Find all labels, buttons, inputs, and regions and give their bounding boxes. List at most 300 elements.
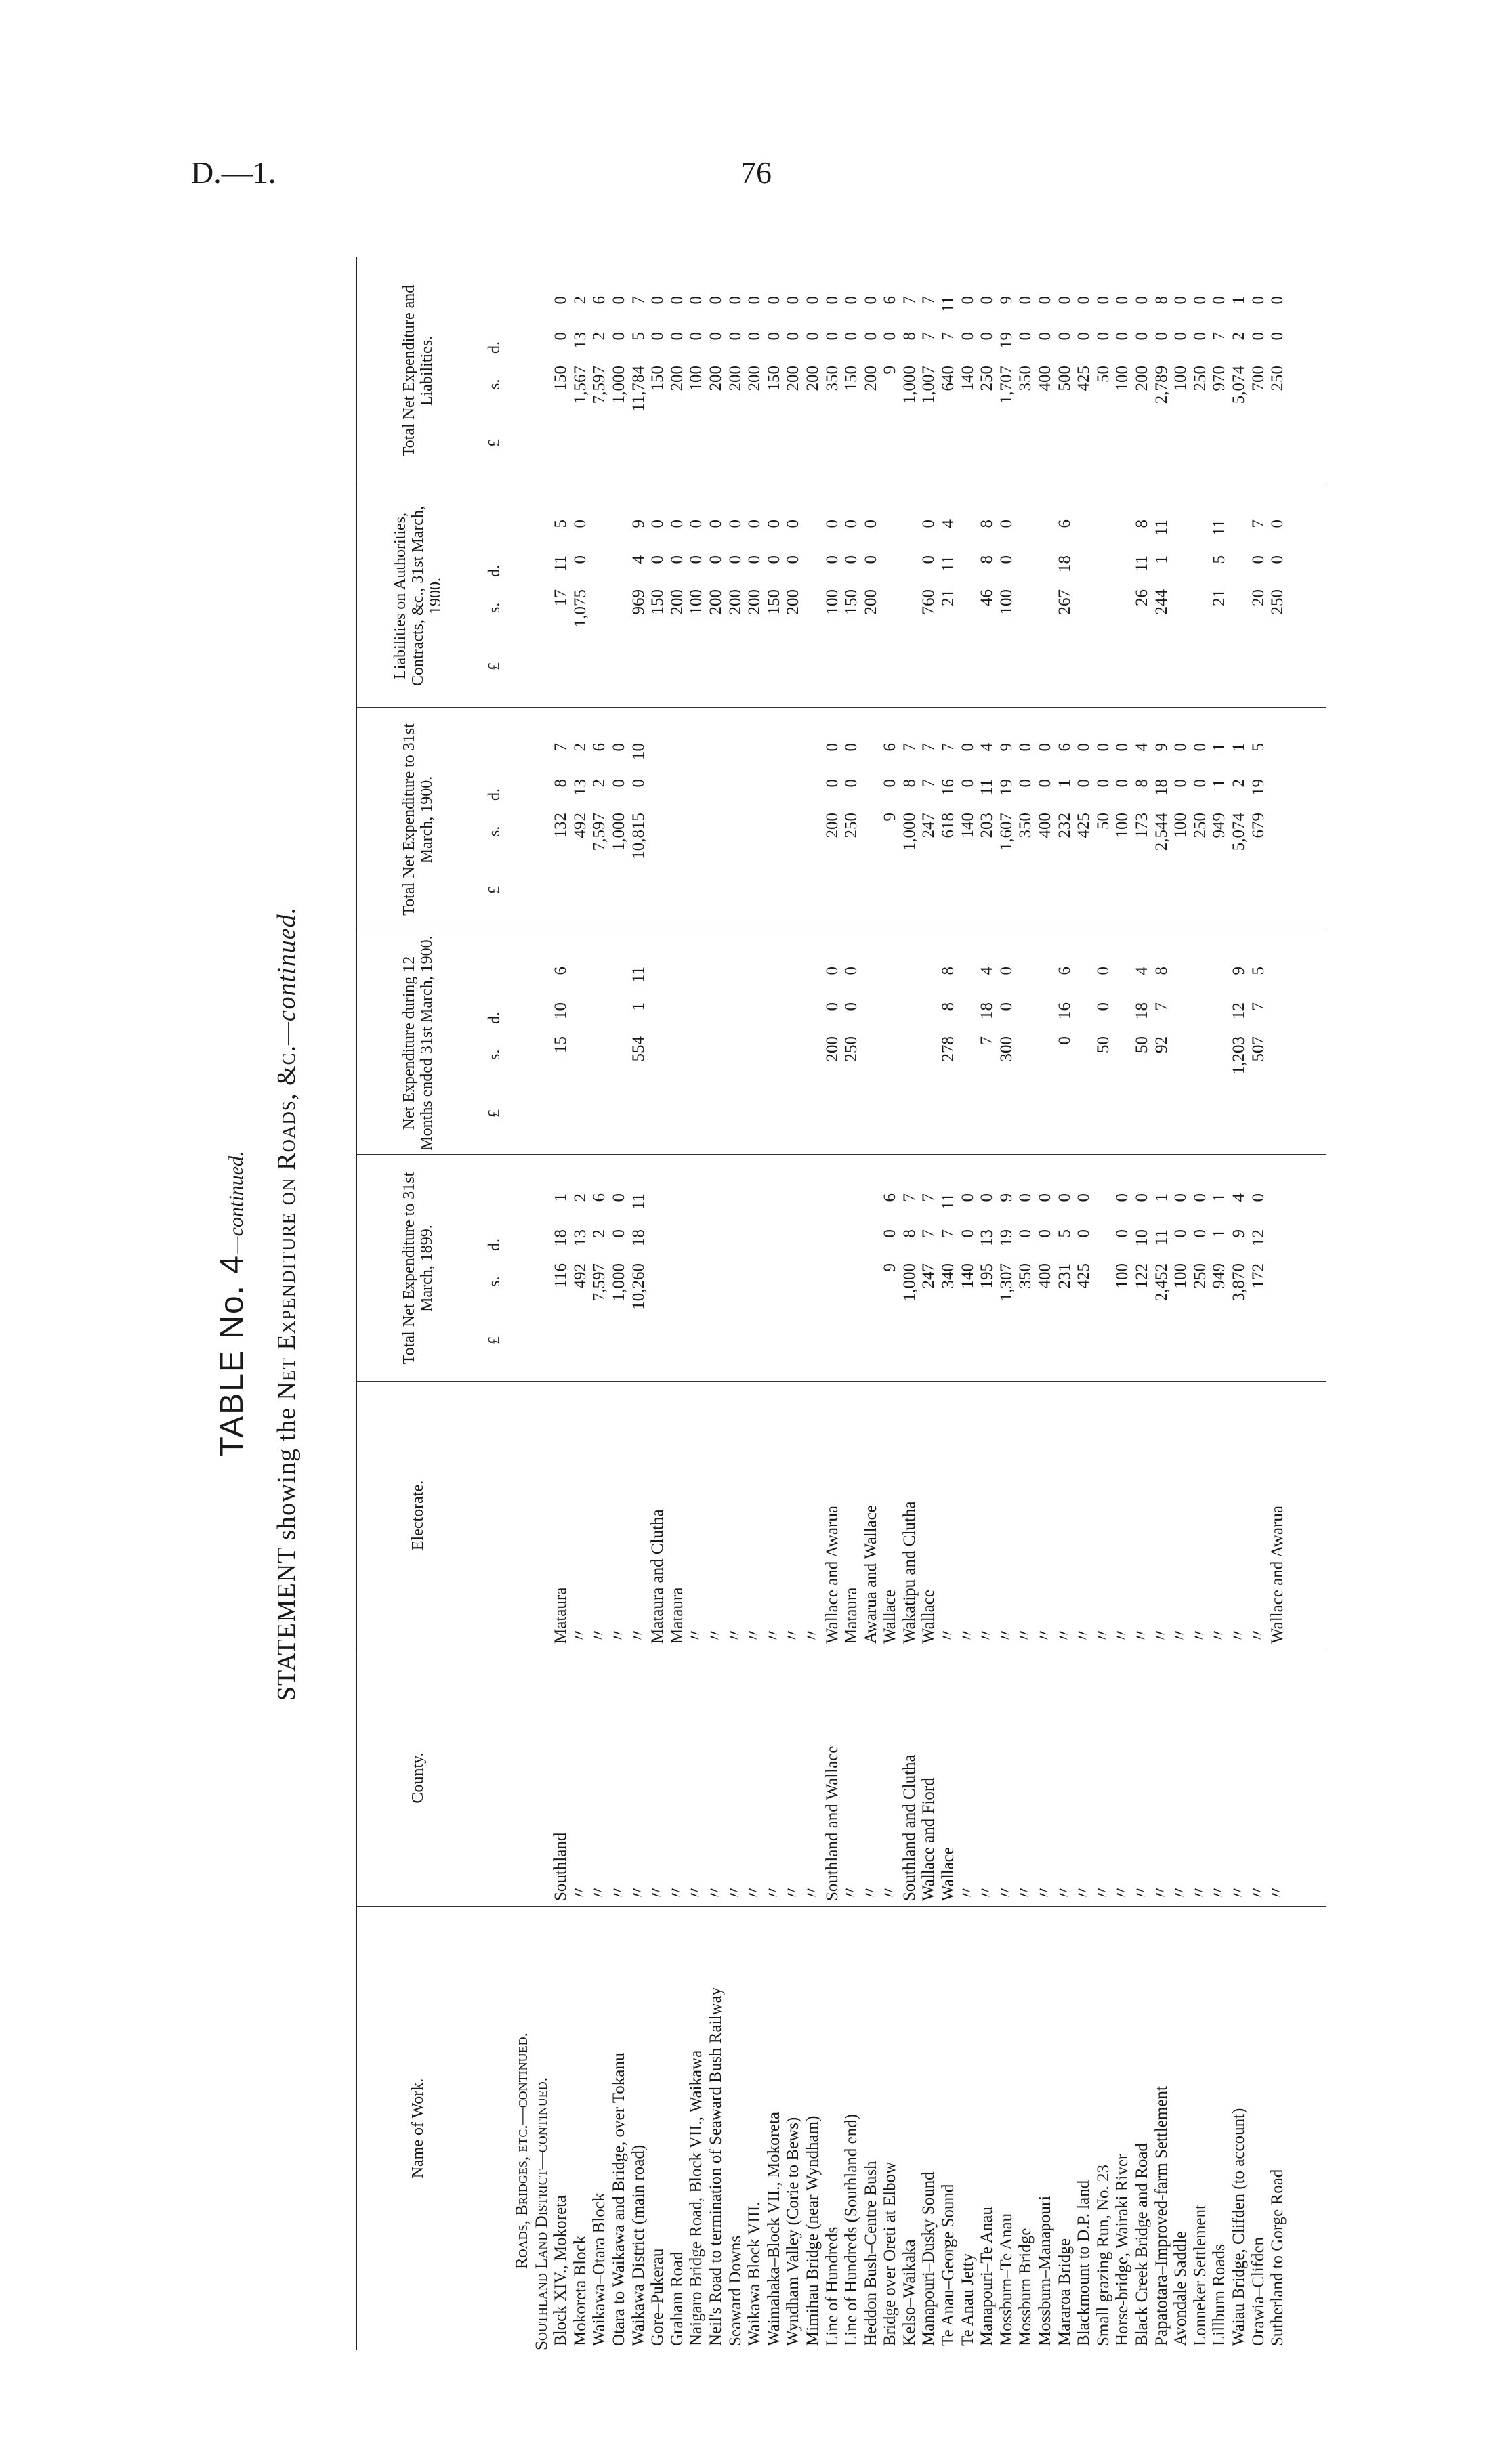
table-row-cell xyxy=(1230,257,1249,484)
amount-shil: 18 xyxy=(551,1229,570,1246)
amount-shil: 0 xyxy=(609,1229,628,1238)
amount-pound: 140 xyxy=(958,366,977,391)
amount-pound: 425 xyxy=(1074,1263,1093,1289)
table-row-cell xyxy=(571,484,591,708)
table-row-cell xyxy=(1036,1907,1056,2350)
amount-pence: 6 xyxy=(881,1193,900,1202)
amount-pence: 0 xyxy=(997,519,1016,528)
county-text: Southland xyxy=(551,1832,570,1901)
amount-pence: 1 xyxy=(1210,1193,1229,1202)
table-row-cell xyxy=(1016,931,1036,1155)
amount-shil: 8 xyxy=(939,1002,958,1011)
amount-shil: 0 xyxy=(1133,332,1151,341)
table-row-cell xyxy=(1152,708,1172,931)
electorate-text: Wakatipu and Clutha xyxy=(900,1501,919,1644)
table-row-cell xyxy=(803,257,823,484)
units-row xyxy=(486,1155,506,1382)
amount-pound: 10,260 xyxy=(629,1263,648,1310)
table-row-cell xyxy=(862,257,881,484)
units-row xyxy=(486,484,506,708)
amount-pound: 250 xyxy=(1190,366,1209,391)
column-header-grand: Total Net Expenditure and Liabilities. xyxy=(400,284,436,457)
table-row-cell xyxy=(823,1907,843,2350)
amount-pound: 100 xyxy=(822,589,841,615)
amount-pound: 507 xyxy=(1249,1036,1268,1062)
amount-pence: 1 xyxy=(1229,743,1248,752)
amount-pence: 7 xyxy=(900,743,919,752)
table-row-cell xyxy=(997,257,1017,484)
amount-pound: 760 xyxy=(919,589,938,615)
amount-pence: 0 xyxy=(1190,1193,1209,1202)
amount-shil: 0 xyxy=(1036,1229,1055,1238)
table-row-cell xyxy=(1016,1155,1036,1382)
table-row-cell xyxy=(842,708,862,931)
amount-pound: 203 xyxy=(978,813,997,838)
amount-shil: 0 xyxy=(1113,332,1132,341)
name-text: Papatotara–Improved-farm Settlement xyxy=(1152,2086,1171,2346)
table-row-cell xyxy=(900,484,920,708)
table-row-cell xyxy=(687,708,707,931)
amount-pence: 6 xyxy=(1055,967,1074,975)
amount-pound: 949 xyxy=(1210,813,1229,838)
amount-pound: 172 xyxy=(1249,1263,1268,1289)
amount-pence: 9 xyxy=(997,743,1016,752)
column-header-name: Name of Work. xyxy=(409,2078,427,2179)
amount-shil: 0 xyxy=(822,779,841,788)
table-row-cell xyxy=(551,931,571,1155)
table-row-cell xyxy=(784,1155,803,1382)
electorate-text: 〃 xyxy=(1249,1626,1268,1644)
amount-pound: 200 xyxy=(822,1036,841,1062)
table-row-cell xyxy=(978,1907,997,2350)
amount-pence: 11 xyxy=(629,967,648,983)
amount-shil: 7 xyxy=(1210,332,1229,341)
amount-shil: 19 xyxy=(997,332,1016,349)
table-row-cell xyxy=(784,1649,803,1907)
table-row-cell xyxy=(1210,1907,1230,2350)
table-row-cell xyxy=(765,257,785,484)
amount-shil: 7 xyxy=(939,332,958,341)
table-row-cell xyxy=(1016,1649,1036,1907)
column-body xyxy=(513,708,1288,931)
table-row-cell xyxy=(1133,708,1152,931)
amount-pound: 1,707 xyxy=(997,366,1016,404)
amount-pence: 0 xyxy=(1074,296,1093,305)
table-row-cell xyxy=(726,931,746,1155)
amount-pence: 0 xyxy=(1249,296,1268,305)
amount-shil: 19 xyxy=(997,779,1016,796)
county-text: 〃 xyxy=(881,1884,900,1901)
electorate-text: 〃 xyxy=(629,1626,648,1644)
amount-pence: 0 xyxy=(667,519,686,528)
table-row-cell xyxy=(551,1907,571,2350)
table-row-cell xyxy=(803,1649,823,1907)
column-t99 xyxy=(357,1154,1326,1382)
table-row-cell xyxy=(1249,1907,1269,2350)
table-row-cell xyxy=(1249,484,1269,708)
amount-pound: 640 xyxy=(939,366,958,391)
amount-shil: 4 xyxy=(629,555,648,564)
name-text: Te Anau–George Sound xyxy=(939,2184,958,2346)
table-row-cell xyxy=(1230,1649,1249,1907)
amount-pound: 200 xyxy=(1133,366,1151,391)
amount-pence: 0 xyxy=(1074,1193,1093,1202)
name-text: Mokoreta Block xyxy=(570,2235,589,2346)
county-text: 〃 xyxy=(745,1884,764,1901)
county-text: 〃 xyxy=(648,1884,667,1901)
amount-pound: 17 xyxy=(551,589,570,606)
table-row-cell xyxy=(784,1907,803,2350)
electorate-text: 〃 xyxy=(1074,1626,1093,1644)
spacer-line xyxy=(532,1155,552,1382)
amount-shil: 0 xyxy=(667,332,686,341)
table-row-cell xyxy=(668,257,688,484)
amount-pence: 0 xyxy=(1055,1193,1074,1202)
amount-pence: 0 xyxy=(609,1193,628,1202)
table-row-cell xyxy=(919,931,939,1155)
table-row-cell xyxy=(959,1155,978,1382)
table-row-cell xyxy=(1152,1382,1172,1649)
amount-pound: 247 xyxy=(919,1263,938,1289)
electorate-text: 〃 xyxy=(1113,1626,1132,1644)
table-row-cell xyxy=(1074,931,1094,1155)
table-row-cell xyxy=(881,708,900,931)
table-row-cell xyxy=(842,1155,862,1382)
unit-pound: £ xyxy=(486,1336,503,1344)
table-row-cell xyxy=(919,1382,939,1649)
table-row-cell xyxy=(648,931,668,1155)
amount-pound: 150 xyxy=(764,366,783,391)
unit-pence: d. xyxy=(486,788,503,801)
unit-pound: £ xyxy=(486,439,503,447)
amount-shil: 1 xyxy=(1210,1229,1229,1238)
amount-pound: 278 xyxy=(939,1036,958,1062)
county-text: 〃 xyxy=(1152,1884,1171,1901)
amount-pence: 0 xyxy=(1074,743,1093,752)
table-row-cell xyxy=(823,1649,843,1907)
column-header-county: County. xyxy=(409,1752,427,1804)
amount-pound: 1,000 xyxy=(609,366,628,404)
table-row-cell xyxy=(842,931,862,1155)
column-body xyxy=(513,1155,1288,1382)
table-row-cell xyxy=(668,1382,688,1649)
amount-shil: 0 xyxy=(919,555,938,564)
table-row-cell xyxy=(648,484,668,708)
table-row-cell xyxy=(1133,1649,1152,1907)
amount-pence: 1 xyxy=(551,1193,570,1202)
amount-pence: 0 xyxy=(726,296,745,305)
table-row-cell xyxy=(687,1155,707,1382)
table-row-cell xyxy=(745,1382,765,1649)
county-text: 〃 xyxy=(978,1884,997,1901)
table-row-cell xyxy=(919,257,939,484)
amount-shil: 0 xyxy=(706,332,725,341)
table-row-cell xyxy=(919,484,939,708)
table-row-cell xyxy=(1171,1382,1191,1649)
amount-pound: 0 xyxy=(1055,1036,1074,1045)
amount-pence: 0 xyxy=(842,967,861,975)
amount-pound: 100 xyxy=(1171,1263,1190,1289)
name-text: Gore–Pukerau xyxy=(648,2248,667,2346)
amount-pound: 7,597 xyxy=(590,813,609,851)
table-row-cell xyxy=(629,484,649,708)
table-row-cell xyxy=(1171,1907,1191,2350)
table-row-cell xyxy=(1133,1155,1152,1382)
table-subtitle xyxy=(272,257,301,2350)
table-row-cell xyxy=(978,257,997,484)
name-text: Kelso–Waikaka xyxy=(900,2239,919,2346)
amount-shil: 0 xyxy=(764,332,783,341)
table-row-cell xyxy=(959,257,978,484)
name-text: Manapouri–Dusky Sound xyxy=(919,2171,938,2346)
table-row-cell xyxy=(784,1382,803,1649)
amount-pence: 6 xyxy=(590,1193,609,1202)
table-row-cell xyxy=(571,1649,591,1907)
amount-shil: 11 xyxy=(551,555,570,572)
table-row-cell xyxy=(707,1155,726,1382)
amount-pence: 7 xyxy=(1249,519,1268,528)
table-row-cell xyxy=(997,1382,1017,1649)
amount-pound: 250 xyxy=(842,1036,861,1062)
table-row-cell xyxy=(881,931,900,1155)
table-row-cell xyxy=(1056,484,1075,708)
amount-pence: 4 xyxy=(978,743,997,752)
column-body xyxy=(513,1382,1288,1649)
amount-shil: 0 xyxy=(764,555,783,564)
amount-shil: 0 xyxy=(1093,332,1112,341)
amount-pound: 500 xyxy=(1055,366,1074,391)
electorate-text: 〃 xyxy=(978,1626,997,1644)
electorate-text: Wallace and Awarua xyxy=(822,1506,841,1644)
table-row-cell xyxy=(1268,708,1288,931)
table-row-cell xyxy=(687,931,707,1155)
table-row-cell xyxy=(1094,484,1114,708)
table-titles xyxy=(213,257,335,2350)
table-row-cell xyxy=(1036,931,1056,1155)
electorate-text: 〃 xyxy=(706,1626,725,1644)
amount-pound: 92 xyxy=(1152,1036,1171,1053)
county-text: 〃 xyxy=(1093,1884,1112,1901)
table-row-cell xyxy=(939,708,959,931)
amount-pound: 250 xyxy=(1190,813,1209,838)
name-text: Otara to Waikawa and Bridge, over Tokanu xyxy=(609,2052,628,2346)
amount-pound: 26 xyxy=(1133,589,1151,606)
amount-pound: 554 xyxy=(629,1036,648,1062)
table-row-cell xyxy=(745,257,765,484)
amount-shil: 8 xyxy=(551,779,570,788)
table-row-cell xyxy=(862,484,881,708)
table-row-cell xyxy=(1133,1382,1152,1649)
amount-pence: 4 xyxy=(939,519,958,528)
table-row-cell xyxy=(726,1907,746,2350)
amount-pound: 140 xyxy=(958,1263,977,1289)
county-text: 〃 xyxy=(1210,1884,1229,1901)
column-body xyxy=(513,931,1288,1155)
amount-pence: 4 xyxy=(1133,743,1151,752)
table-row-cell xyxy=(1036,1649,1056,1907)
spacer-line xyxy=(532,1382,552,1649)
table-row-cell xyxy=(939,1649,959,1907)
table-row-cell xyxy=(881,1649,900,1907)
amount-shil: 2 xyxy=(590,332,609,341)
table-row-cell xyxy=(881,484,900,708)
table-row-cell xyxy=(1113,484,1133,708)
table-row-cell xyxy=(726,257,746,484)
name-text: Horse-bridge, Wairaki River xyxy=(1113,2153,1132,2346)
amount-shil: 5 xyxy=(629,332,648,341)
amount-shil: 11 xyxy=(1133,555,1151,572)
amount-pence: 0 xyxy=(1210,296,1229,305)
table-row-cell xyxy=(551,484,571,708)
name-text: Wyndham Valley (Corie to Bews) xyxy=(784,2117,803,2346)
amount-pence: 7 xyxy=(919,1193,938,1202)
amount-shil: 10 xyxy=(551,1002,570,1019)
county-text: 〃 xyxy=(1113,1884,1132,1901)
table-row-cell xyxy=(765,1155,785,1382)
column-liab xyxy=(357,484,1326,708)
amount-pence: 0 xyxy=(648,296,667,305)
table-row-cell xyxy=(1191,1382,1211,1649)
table-row-cell xyxy=(1210,931,1230,1155)
table-row-cell xyxy=(707,1649,726,1907)
amount-pence: 0 xyxy=(648,519,667,528)
table-row-cell xyxy=(1133,931,1152,1155)
table-row-cell xyxy=(1074,1382,1094,1649)
amount-pound: 100 xyxy=(1113,1263,1132,1289)
county-text: Southland and Clutha xyxy=(900,1754,919,1901)
table-row-cell xyxy=(1016,484,1036,708)
amount-pound: 1,007 xyxy=(919,366,938,404)
amount-pence: 11 xyxy=(629,1193,648,1210)
column-header-liab: Liabilities on Authorities, Contracts, &c., 31st March, 1900. xyxy=(392,506,444,686)
table-row-cell xyxy=(1016,708,1036,931)
column-dur xyxy=(357,931,1326,1155)
amount-pound: 20 xyxy=(1249,589,1268,606)
amount-shil: 5 xyxy=(1210,555,1229,564)
table-row-cell xyxy=(707,931,726,1155)
amount-pence: 0 xyxy=(978,1193,997,1202)
table-row-cell xyxy=(978,931,997,1155)
amount-pound: 2,452 xyxy=(1152,1263,1171,1302)
amount-pound: 100 xyxy=(687,589,706,615)
spacer-line xyxy=(513,1649,532,1907)
amount-shil: 9 xyxy=(1229,1229,1248,1238)
electorate-text: Mataura xyxy=(551,1587,570,1644)
amount-shil: 0 xyxy=(881,779,900,788)
name-text: Sutherland to Gorge Road xyxy=(1268,2169,1287,2346)
table-row-cell xyxy=(1074,1649,1094,1907)
amount-pound: 250 xyxy=(1190,1263,1209,1289)
amount-pence: 0 xyxy=(667,296,686,305)
table-row-cell xyxy=(1094,1155,1114,1382)
table-row-cell xyxy=(668,1155,688,1382)
amount-pence: 0 xyxy=(1249,1193,1268,1202)
table-row-cell xyxy=(1191,484,1211,708)
amount-shil: 0 xyxy=(687,332,706,341)
table-row-cell xyxy=(1249,1382,1269,1649)
units-row xyxy=(486,931,506,1155)
electorate-text: 〃 xyxy=(687,1626,706,1644)
table-row-cell xyxy=(571,1907,591,2350)
table-row-cell xyxy=(1074,484,1094,708)
amount-pound: 5,074 xyxy=(1229,366,1248,404)
amount-pound: 100 xyxy=(687,366,706,391)
amount-pound: 195 xyxy=(978,1263,997,1289)
amount-shil: 8 xyxy=(900,332,919,341)
amount-shil: 11 xyxy=(939,555,958,572)
county-text: 〃 xyxy=(629,1884,648,1901)
name-text: Orawia–Clifden xyxy=(1249,2236,1268,2346)
amount-pound: 150 xyxy=(842,366,861,391)
amount-pound: 7,597 xyxy=(590,1263,609,1302)
table-row-cell xyxy=(784,484,803,708)
amount-pound: 100 xyxy=(1113,813,1132,838)
amount-shil: 0 xyxy=(1016,1229,1035,1238)
table-row-cell xyxy=(629,708,649,931)
amount-pence: 0 xyxy=(745,296,764,305)
amount-shil: 16 xyxy=(939,779,958,796)
electorate-text: 〃 xyxy=(939,1626,958,1644)
amount-pence: 0 xyxy=(822,743,841,752)
column-body xyxy=(513,1907,1288,2350)
amount-pence: 0 xyxy=(958,743,977,752)
table-row-cell xyxy=(745,1649,765,1907)
table-row-cell xyxy=(1056,1649,1075,1907)
amount-pence: 6 xyxy=(590,743,609,752)
table-row-cell xyxy=(707,1907,726,2350)
table-row-cell xyxy=(862,1155,881,1382)
table-row-cell xyxy=(726,708,746,931)
table-row-cell xyxy=(939,1382,959,1649)
table-row-cell xyxy=(823,708,843,931)
table-row-cell xyxy=(1268,1907,1288,2350)
amount-shil: 0 xyxy=(822,555,841,564)
table-row-cell xyxy=(1056,257,1075,484)
amount-pence: 0 xyxy=(687,519,706,528)
amount-shil: 0 xyxy=(1171,779,1190,788)
unit-pound: £ xyxy=(486,662,503,671)
table-row-cell xyxy=(862,1382,881,1649)
amount-pence: 5 xyxy=(1249,967,1268,975)
amount-shil: 0 xyxy=(1016,779,1035,788)
amount-pound: 250 xyxy=(1268,366,1287,391)
amount-pound: 200 xyxy=(822,813,841,838)
amount-pence: 4 xyxy=(978,967,997,975)
table-row-cell xyxy=(1268,257,1288,484)
amount-pound: 50 xyxy=(1093,1036,1112,1053)
amount-shil: 2 xyxy=(590,779,609,788)
amount-shil: 0 xyxy=(822,1002,841,1011)
amount-shil: 0 xyxy=(842,1002,861,1011)
spacer-line xyxy=(532,708,552,931)
amount-shil: 0 xyxy=(784,555,803,564)
table-row-cell xyxy=(610,708,629,931)
table-row-cell xyxy=(571,1155,591,1382)
amount-pound: 1,203 xyxy=(1229,1036,1248,1075)
table-row-cell xyxy=(881,257,900,484)
table-row-cell xyxy=(1152,1649,1172,1907)
amount-pence: 0 xyxy=(1133,296,1151,305)
amount-pound: 7,597 xyxy=(590,366,609,404)
amount-pence: 0 xyxy=(706,296,725,305)
amount-shil: 11 xyxy=(1152,1229,1171,1246)
table-row-cell xyxy=(842,1382,862,1649)
table-row-cell xyxy=(1094,708,1114,931)
table-row-cell xyxy=(1113,931,1133,1155)
name-text: Lillburn Roads xyxy=(1210,2244,1229,2346)
amount-shil: 0 xyxy=(1113,779,1132,788)
amount-shil: 0 xyxy=(861,555,880,564)
